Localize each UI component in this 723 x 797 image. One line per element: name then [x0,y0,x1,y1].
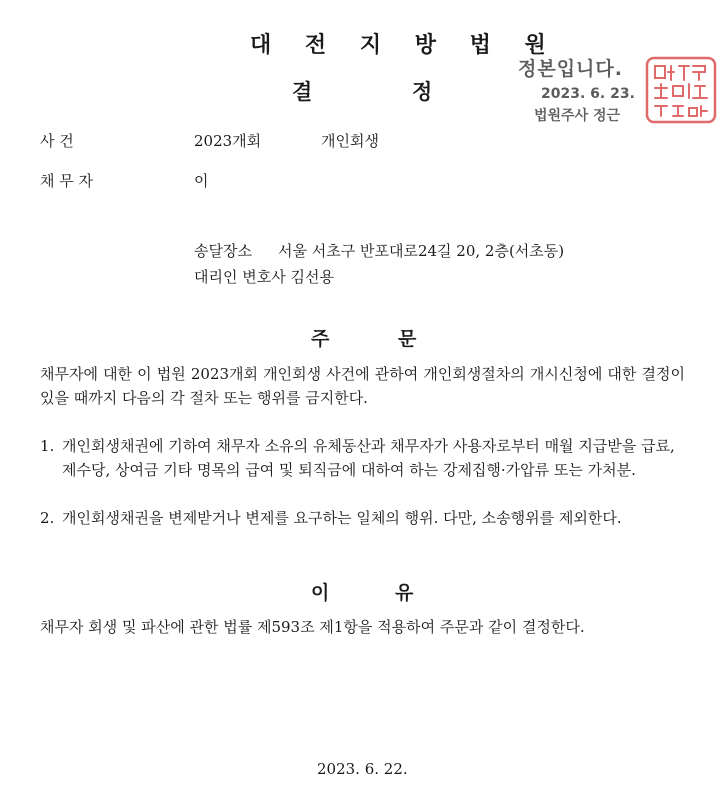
order-item-text: 개인회생채권에 기하여 채무자 소유의 유체동산과 채무자가 사용자로부터 매월 지급받을 급료, 제수당, 상여금 기타 명목의 급여 및 퇴직금에 대하여 하는 강제집행·가압류 또는 가처분. [62,437,675,479]
reason-heading-left: 이 [311,582,330,604]
court-name: 대 전 지 방 법 원 [250,33,559,58]
order-item-1 [40,434,680,482]
order-item-number: 2. [40,509,55,527]
service-address: 서울 서초구 반포대로24길 20, 2층(서초동) [278,242,565,260]
case-number: 2023개회 [194,132,262,150]
debtor-agent: 대리인 변호사 김선용 [194,268,334,286]
decision-date: 2023. 6. 22. [317,760,408,778]
case-name: 개인회생 [321,132,379,150]
reason-paragraph: 채무자 회생 및 파산에 관한 법률 제593조 제1항을 적용하여 주문과 같이 결정한다. [40,618,585,636]
certified-copy-label: 정본입니다. [518,58,623,80]
order-item-text: 개인회생채권을 변제받거나 변제를 요구하는 일체의 행위. 다만, 소송행위를 제외한다. [62,509,622,527]
order-item-2 [40,506,680,530]
reason-heading-right: 유 [395,582,414,604]
document-type-left: 결 [292,80,313,104]
court-seal-stamp [645,56,717,124]
service-address-label: 송달장소 [194,242,252,260]
order-item-number: 1. [40,437,55,455]
debtor-name: 이 [194,172,209,190]
order-intro-paragraph: 채무자에 대한 이 법원 2023개회 개인회생 사건에 관하여 개인회생절차의 개시신청에 대한 결정이 있을 때까지 다음의 각 절차 또는 행위를 금지한다. [40,365,685,407]
case-label: 사 건 [40,132,74,150]
debtor-label: 채 무 자 [40,172,94,190]
document-type-right: 정 [412,80,433,104]
certification-officer: 법원주사 정근 [534,108,621,124]
order-heading-right: 문 [398,328,417,350]
order-heading-left: 주 [311,328,330,350]
certification-date: 2023. 6. 23. [541,86,635,102]
